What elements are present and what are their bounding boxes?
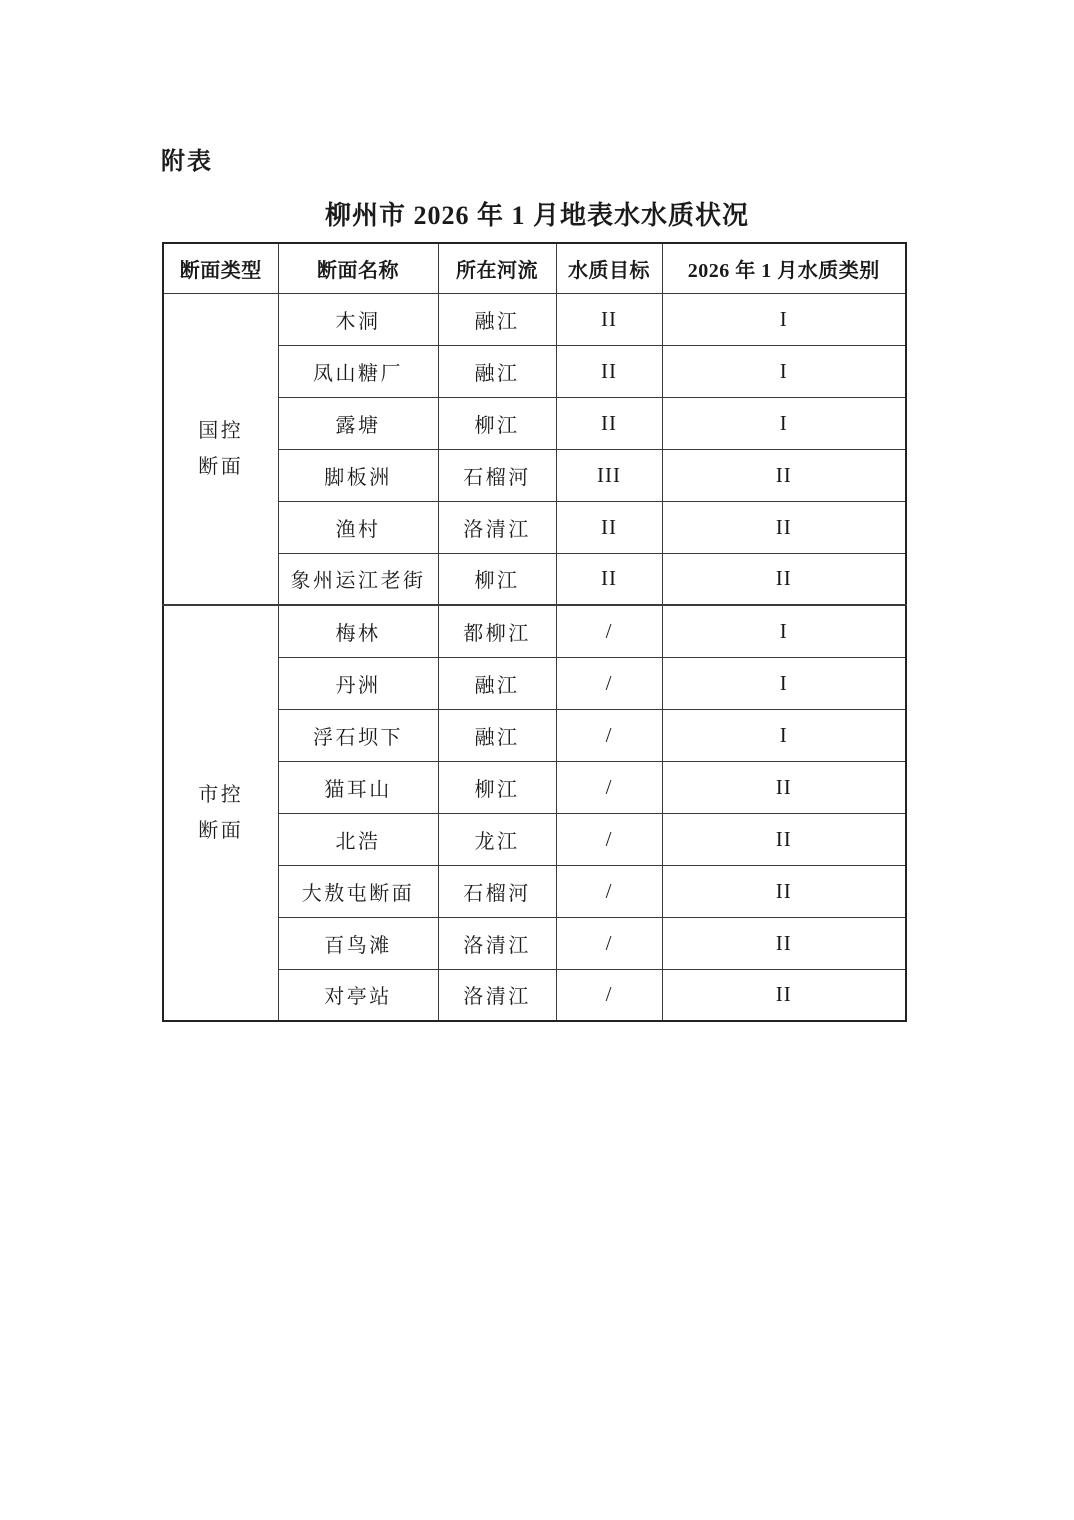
- section-type-line: 断面: [198, 455, 244, 478]
- cell-river: 融江: [438, 345, 556, 397]
- cell-river: 柳江: [438, 761, 556, 813]
- cell-quality-category: II: [662, 969, 906, 1021]
- cell-section-name: 大敖屯断面: [278, 865, 438, 917]
- cell-section-name: 木洞: [278, 293, 438, 345]
- annex-label: 附表: [161, 148, 213, 175]
- section-type-line: 国控: [198, 419, 244, 442]
- cell-quality-target: /: [556, 969, 662, 1021]
- cell-quality-target: II: [556, 501, 662, 553]
- cell-quality-category: II: [662, 761, 906, 813]
- cell-quality-category: I: [662, 293, 906, 345]
- cell-section-name: 对亭站: [278, 969, 438, 1021]
- cell-section-name: 丹洲: [278, 657, 438, 709]
- cell-river: 都柳江: [438, 605, 556, 657]
- cell-river: 洛清江: [438, 969, 556, 1021]
- section-type-line: 断面: [198, 820, 244, 842]
- cell-quality-target: /: [556, 917, 662, 969]
- section-type-cell: [163, 605, 278, 1021]
- cell-quality-target: II: [556, 293, 662, 345]
- cell-quality-target: II: [556, 345, 662, 397]
- cell-quality-category: II: [662, 553, 906, 605]
- cell-quality-category: II: [662, 813, 906, 865]
- document-title: 柳州市 2026 年 1 月地表水水质状况: [324, 201, 749, 230]
- cell-section-name: 渔村: [278, 501, 438, 553]
- section-type-cell: [163, 293, 278, 605]
- cell-river: 洛清江: [438, 501, 556, 553]
- cell-quality-target: /: [556, 605, 662, 657]
- column-header: 2026 年 1 月水质类别: [662, 243, 906, 293]
- cell-section-name: 露塘: [278, 397, 438, 449]
- cell-section-name: 北浩: [278, 813, 438, 865]
- cell-section-name: 浮石坝下: [278, 709, 438, 761]
- column-header: 断面类型: [163, 243, 278, 293]
- cell-quality-category: I: [662, 345, 906, 397]
- cell-quality-category: I: [662, 397, 906, 449]
- cell-quality-category: II: [662, 917, 906, 969]
- cell-river: 石榴河: [438, 865, 556, 917]
- column-header: 断面名称: [278, 243, 438, 293]
- cell-river: 龙江: [438, 813, 556, 865]
- cell-quality-category: II: [662, 449, 906, 501]
- table-row: [163, 605, 906, 657]
- cell-quality-target: /: [556, 709, 662, 761]
- cell-river: 融江: [438, 657, 556, 709]
- water-quality-table: [162, 242, 907, 1022]
- cell-quality-category: I: [662, 709, 906, 761]
- cell-quality-target: /: [556, 813, 662, 865]
- cell-river: 融江: [438, 293, 556, 345]
- cell-quality-target: III: [556, 449, 662, 501]
- cell-section-name: 凤山糖厂: [278, 345, 438, 397]
- table-row: [163, 293, 906, 345]
- table-body: [163, 293, 906, 1021]
- cell-quality-category: II: [662, 865, 906, 917]
- cell-quality-target: /: [556, 657, 662, 709]
- column-header: 所在河流: [438, 243, 556, 293]
- cell-quality-target: /: [556, 865, 662, 917]
- section-type-line: 市控: [198, 784, 244, 806]
- cell-section-name: 梅林: [278, 605, 438, 657]
- cell-river: 石榴河: [438, 449, 556, 501]
- table-header-row: [163, 243, 906, 293]
- cell-quality-category: I: [662, 605, 906, 657]
- cell-quality-target: II: [556, 397, 662, 449]
- cell-river: 柳江: [438, 397, 556, 449]
- cell-river: 洛清江: [438, 917, 556, 969]
- cell-quality-target: II: [556, 553, 662, 605]
- cell-section-name: 脚板洲: [278, 449, 438, 501]
- cell-quality-target: /: [556, 761, 662, 813]
- cell-river: 柳江: [438, 553, 556, 605]
- cell-quality-category: II: [662, 501, 906, 553]
- cell-section-name: 猫耳山: [278, 761, 438, 813]
- cell-quality-category: I: [662, 657, 906, 709]
- column-header: 水质目标: [556, 243, 662, 293]
- cell-river: 融江: [438, 709, 556, 761]
- cell-section-name: 象州运江老街: [278, 553, 438, 605]
- cell-section-name: 百鸟滩: [278, 917, 438, 969]
